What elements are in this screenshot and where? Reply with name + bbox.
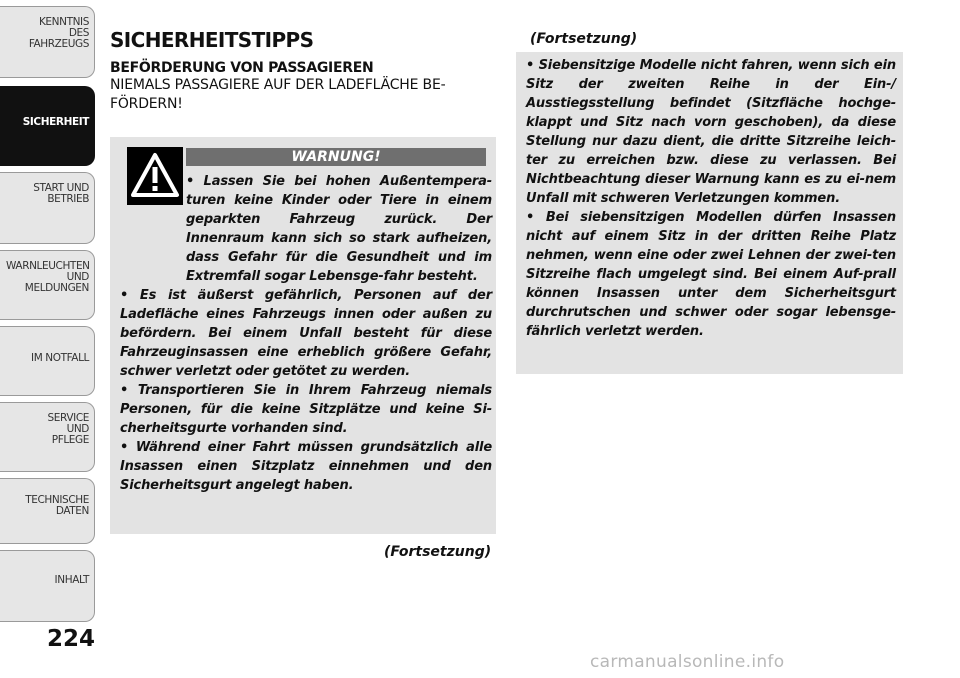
tab-inhalt[interactable]: INHALT (0, 550, 95, 622)
tab-start-und-betrieb[interactable]: START UND BETRIEB (0, 172, 95, 244)
page-number: 224 (47, 626, 96, 652)
warning-text (120, 172, 492, 495)
watermark: carmanualsonline.info (590, 652, 785, 672)
warning-text-continued (526, 56, 896, 341)
warning-paragraph: • Bei siebensitzigen Modellen dürfen Insassen nicht auf einem Sitz in der dritten Reihe Platz nehmen, wenn eine oder zwei Lehnen der zwei-ten Sitzreihe flach umgelegt sind. Bei einem Auf-prall können Insassen unter dem Sicherheitsgurt durchrutschen und schwer oder sogar lebensge-fährlich verletzt werden. (526, 210, 896, 339)
tab-kenntnis-des-fahrzeugs[interactable]: KENNTNIS DES FAHRZEUGS (0, 6, 95, 78)
section-title: SICHERHEITSTIPPS (110, 28, 314, 52)
warning-paragraph: • Transportieren Sie in Ihrem Fahrzeug niemals Personen, für die keine Sitzplätze und keine Si-cherheitsgurte vorhanden sind. (120, 383, 492, 436)
tab-service-und-pflege[interactable]: SERVICE UND PFLEGE (0, 402, 95, 472)
warning-header: WARNUNG! (186, 148, 486, 166)
warning-paragraph: • Lassen Sie bei hohen Außentempera-turen keine Kinder oder Tiere in einem geparkten Fahrzeug zurück. Der Innenraum kann sich so stark aufheizen, dass Gefahr für die Gesundheit und im Extremfall sogar Lebensge-fahr besteht. (186, 174, 492, 284)
left-column-heading (110, 28, 496, 114)
tab-warnleuchten-und-meldungen[interactable]: WARNLEUCHTEN UND MELDUNGEN (0, 250, 95, 320)
continued-header: (Fortsetzung) (530, 31, 638, 47)
subsection-title: BEFÖRDERUNG VON PASSAGIEREN (110, 60, 374, 76)
warning-paragraph: • Während einer Fahrt müssen grundsätzlich alle Insassen einen Sitzplatz einnehmen und den Sicherheitsgurt angelegt haben. (120, 440, 492, 493)
continued-label: (Fortsetzung) (384, 544, 492, 560)
lead-text: NIEMALS PASSAGIERE AUF DER LADEFLÄCHE BE-FÖRDERN! (110, 77, 446, 112)
tab-sicherheit[interactable]: SICHERHEIT (0, 86, 95, 166)
tab-im-notfall[interactable]: IM NOTFALL (0, 326, 95, 396)
chapter-tabs (0, 0, 100, 640)
warning-paragraph: • Es ist äußerst gefährlich, Personen auf der Ladefläche eines Fahrzeugs innen oder außen zu befördern. Bei einem Unfall besteht für diese Fahrzeuginsassen eine erheblich größere Gefahr, schwer verletzt oder getötet zu werden. (120, 288, 492, 379)
tab-technische-daten[interactable]: TECHNISCHE DATEN (0, 478, 95, 544)
warning-paragraph: • Siebensitzige Modelle nicht fahren, wenn sich ein Sitz der zweiten Reihe in der Ein-/ Ausstiegsstellung befindet (Sitzfläche hochge-klappt und Sitz nach vorn geschoben), da diese Stellung nur dazu dient, die dritte Sitzreihe leich-ter zu erreichen bzw. diese zu verlassen. Bei Nichtbeachtung dieser Warnung kann es zu ei-nem Unfall mit schweren Verletzungen kommen. (526, 58, 896, 206)
